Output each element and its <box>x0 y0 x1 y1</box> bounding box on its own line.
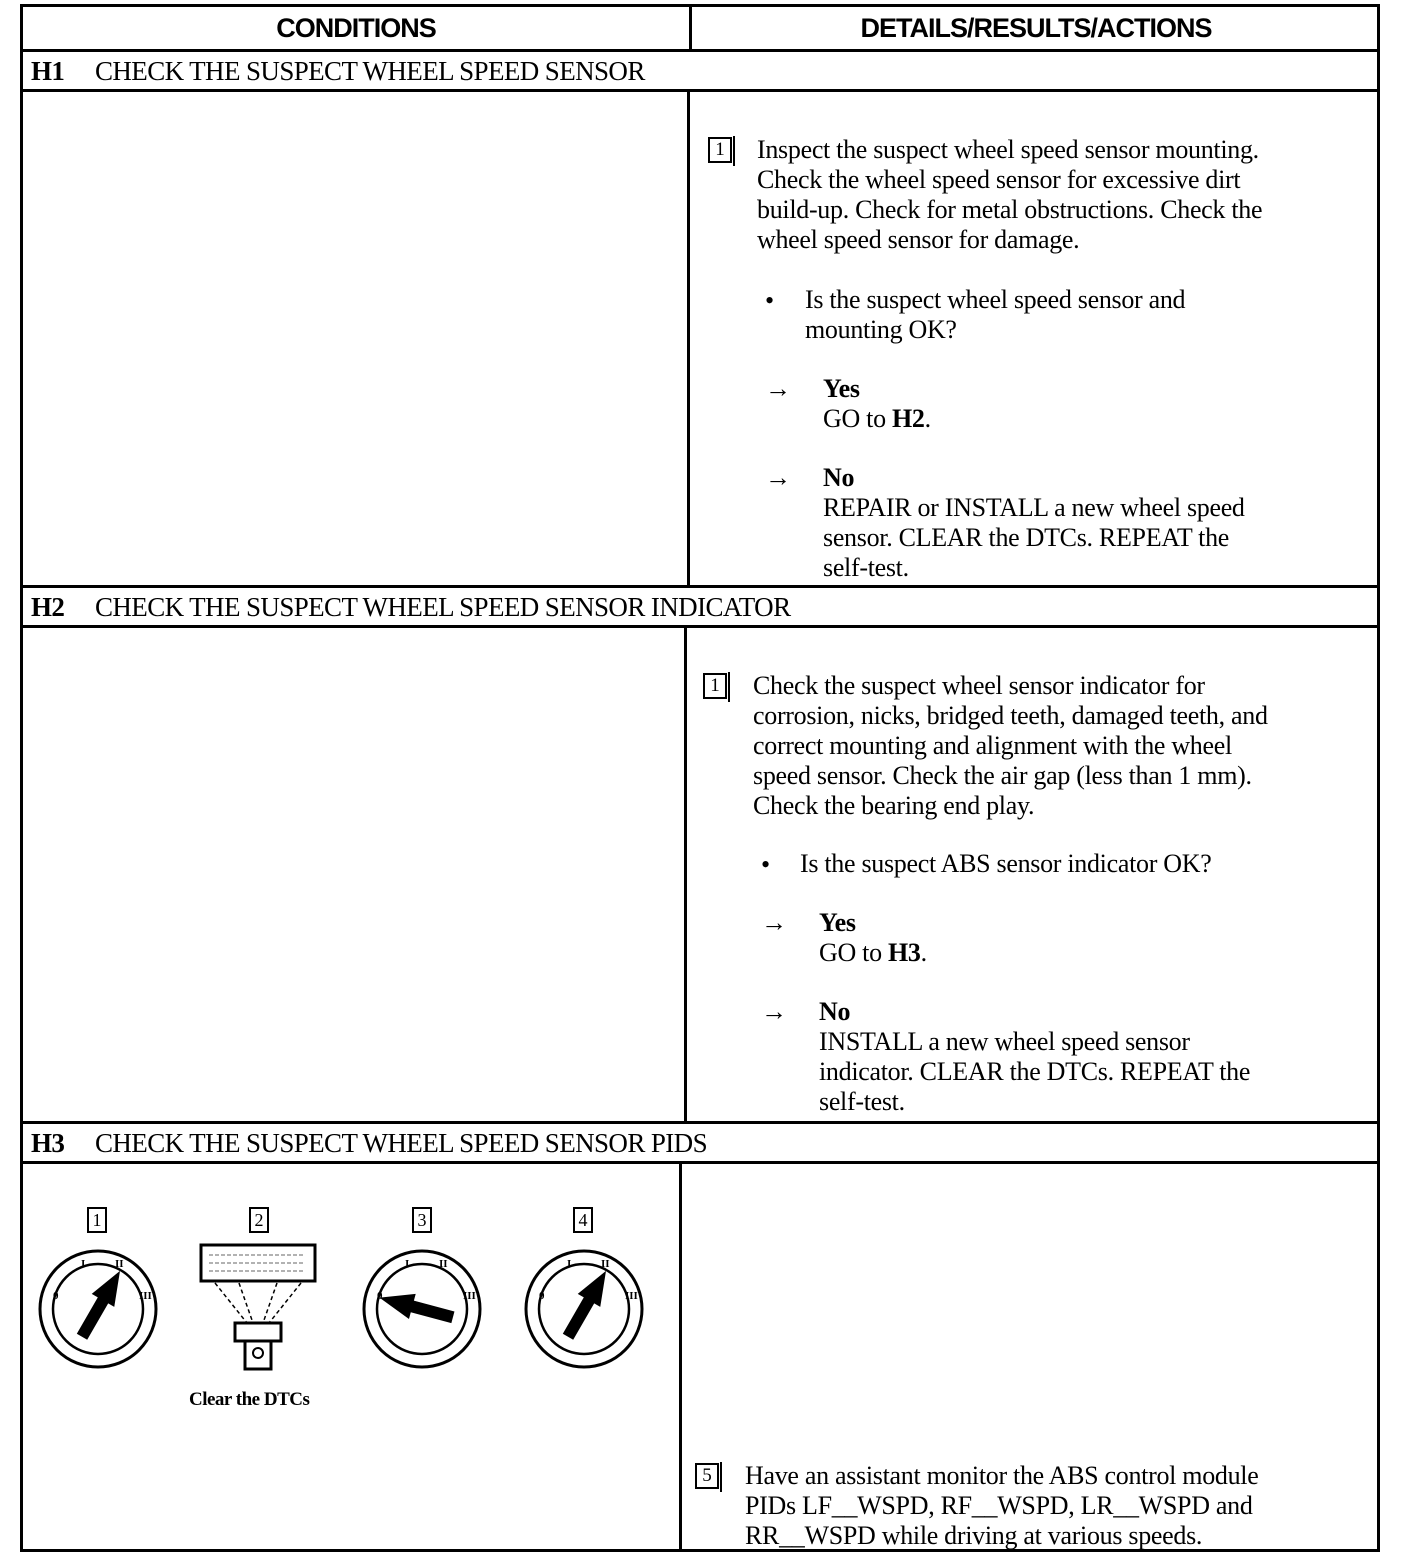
step-number-box: 1 <box>708 137 732 163</box>
column-divider <box>684 627 687 1121</box>
go-to-text: GO to <box>823 404 886 433</box>
step-number-box: 1 <box>703 673 727 699</box>
arrow-right-icon: → <box>761 997 787 1026</box>
no-line: INSTALL a new wheel speed sensor <box>819 1027 1190 1056</box>
ignition-mark: 0 <box>53 1290 59 1302</box>
arrow-right-icon: → <box>765 463 791 492</box>
step-line: RR__WSPD while driving at various speeds. <box>745 1521 1203 1550</box>
step-line: correct mounting and alignment with the wheel <box>753 731 1232 760</box>
ignition-mark: II <box>439 1258 448 1270</box>
no-response <box>823 463 1245 583</box>
section-code: H2 <box>31 591 65 622</box>
ignition-mark: I <box>81 1258 86 1270</box>
yes-response: Yes GO to H3. <box>819 908 927 967</box>
section-h1-title <box>31 53 645 89</box>
arrow-right-icon: → <box>761 908 787 937</box>
step-line: Inspect the suspect wheel speed sensor mounting. <box>757 135 1259 164</box>
no-line: self-test. <box>823 553 909 582</box>
bullet-icon: • <box>765 286 775 315</box>
header-conditions: CONDITIONS <box>276 12 436 43</box>
header-details: DETAILS/RESULTS/ACTIONS <box>860 12 1212 43</box>
step-line: Check the suspect wheel sensor indicator for <box>753 671 1205 700</box>
ignition-mark: I <box>567 1258 572 1270</box>
ignition-mark: II <box>115 1258 124 1270</box>
step-line: build-up. Check for metal obstructions. Check the <box>757 195 1263 224</box>
column-divider <box>689 7 692 51</box>
bullet-icon: • <box>761 850 771 879</box>
ignition-switch-icon <box>33 1247 163 1377</box>
step-line: PIDs LF__WSPD, RF__WSPD, LR__WSPD and <box>745 1491 1253 1520</box>
no-line: sensor. CLEAR the DTCs. REPEAT the <box>823 523 1230 552</box>
ignition-switch-icon <box>357 1247 487 1377</box>
no-label: No <box>823 463 855 492</box>
section-title-text: CHECK THE SUSPECT WHEEL SPEED SENSOR <box>95 55 645 86</box>
ignition-mark: 0 <box>377 1290 383 1302</box>
figure-number: 1 <box>87 1207 107 1233</box>
step-line: wheel speed sensor for damage. <box>757 225 1080 254</box>
yes-label: Yes <box>823 374 860 403</box>
step-line: Have an assistant monitor the ABS control module <box>745 1461 1259 1490</box>
no-line: REPAIR or INSTALL a new wheel speed <box>823 493 1245 522</box>
step-text <box>753 671 1268 821</box>
yes-response: Yes GO to H2. <box>823 374 931 433</box>
go-to-target: H3 <box>887 938 921 967</box>
step-line: corrosion, nicks, bridged teeth, damaged teeth, and <box>753 701 1268 730</box>
ignition-mark: III <box>625 1290 638 1302</box>
ignition-mark: 0 <box>539 1290 545 1302</box>
no-label: No <box>819 997 851 1026</box>
row-divider <box>23 585 1377 588</box>
section-title-text: CHECK THE SUSPECT WHEEL SPEED SENSOR PIDS <box>95 1127 707 1158</box>
ignition-mark: III <box>139 1290 152 1302</box>
section-code: H3 <box>31 1127 65 1158</box>
ignition-switch-icon <box>519 1247 649 1377</box>
step-line: Check the bearing end play. <box>753 791 1035 820</box>
step-text <box>745 1461 1258 1551</box>
section-h3-title <box>31 1125 707 1161</box>
no-line: indicator. CLEAR the DTCs. REPEAT the <box>819 1057 1251 1086</box>
yes-label: Yes <box>819 908 856 937</box>
question-text <box>805 285 1185 345</box>
arrow-right-icon: → <box>765 374 791 403</box>
question-line: Is the suspect ABS sensor indicator OK? <box>800 849 1212 878</box>
column-divider <box>687 91 690 585</box>
question-line: mounting OK? <box>805 315 957 344</box>
step-number-box: 5 <box>695 1463 719 1489</box>
row-divider <box>23 1161 1377 1164</box>
ignition-mark: I <box>405 1258 410 1270</box>
figure-number: 4 <box>573 1207 593 1233</box>
row-divider <box>23 49 1377 52</box>
scan-tool-icon <box>195 1239 321 1379</box>
go-to-text: GO to <box>819 938 882 967</box>
ignition-mark: III <box>463 1290 476 1302</box>
row-divider <box>23 1121 1377 1124</box>
no-response <box>819 997 1250 1117</box>
question-text <box>800 849 1211 879</box>
no-line: self-test. <box>819 1087 905 1116</box>
figure-caption: Clear the DTCs <box>189 1389 310 1410</box>
go-to-target: H2 <box>891 404 925 433</box>
row-divider <box>23 625 1377 628</box>
row-divider <box>23 89 1377 92</box>
question-line: Is the suspect wheel speed sensor and <box>805 285 1186 314</box>
figure-number: 2 <box>249 1207 269 1233</box>
section-h2-title <box>31 589 790 625</box>
figure-number: 3 <box>412 1207 432 1233</box>
diagnostic-table <box>20 4 1380 1552</box>
section-code: H1 <box>31 55 65 86</box>
step-line: Check the wheel speed sensor for excessive dirt <box>757 165 1241 194</box>
section-title-text: CHECK THE SUSPECT WHEEL SPEED SENSOR INDICATOR <box>95 591 791 622</box>
column-divider <box>679 1163 682 1551</box>
step-text <box>757 135 1262 255</box>
ignition-mark: II <box>601 1258 610 1270</box>
step-line: speed sensor. Check the air gap (less than 1 mm). <box>753 761 1252 790</box>
